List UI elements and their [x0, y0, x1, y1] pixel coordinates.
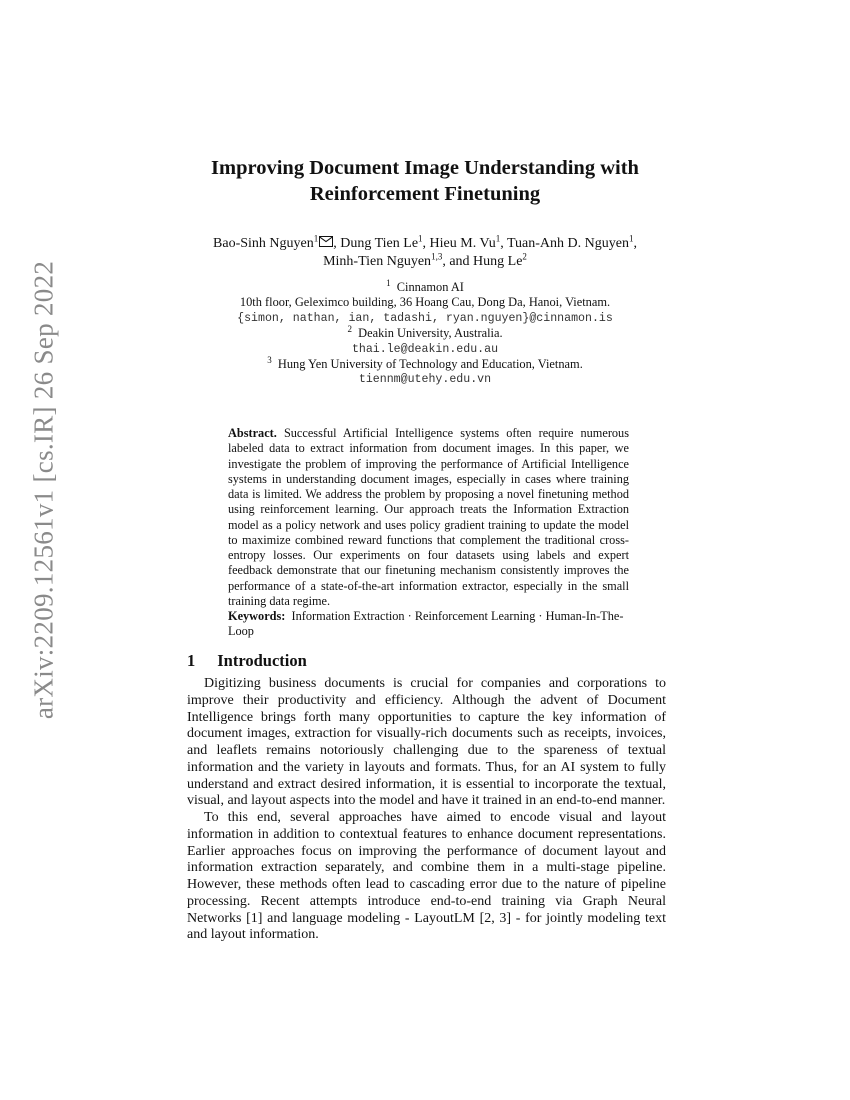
abstract — [228, 426, 629, 609]
abstract-label: Abstract. — [228, 426, 277, 440]
author-name: Minh-Tien Nguyen — [323, 254, 432, 269]
author-list: Bao-Sinh Nguyen$^1$ , Dung Tien Le$^1$, Hieu M. Vu$^1$, Tuan-Anh D. Nguyen$^1$, Minh-Tien Nguyen$^{1,3}$, and Hung Le$^2$ — [213, 233, 637, 269]
paragraph: To this end, several approaches have aimed to encode visual and layout information in addition to contextual features to enhance document representations. Earlier approaches focus on improving the performance of document layout and information extraction separately, and combine them in a multi-stage pipeline. However, these methods often lead to cascading error due to the nature of pipeline processing. Recent attempts introduce end-to-end training via Graph Neural Networks [1] and language modeling - LayoutLM [2, 3] - for jointly modeling text and layout information. — [187, 810, 666, 943]
keywords-text: Information Extraction · Reinforcement Learning · Human-In-The-Loop — [228, 609, 624, 638]
affil-email: thai.le@deakin.edu.au — [351, 342, 499, 356]
arxiv-stamp — [24, 260, 64, 720]
keywords — [228, 609, 648, 639]
section-body — [187, 676, 666, 944]
section-number: 1 — [187, 651, 196, 670]
author-name: Hung Le — [473, 254, 523, 269]
affil-email: {simon, nathan, ian, tadashi, ryan.nguyen}@cinnamon.is — [237, 311, 613, 325]
affil-name: Deakin University, Australia. — [358, 326, 503, 341]
author-name: Tuan-Anh D. Nguyen — [506, 236, 629, 251]
paper-title — [180, 155, 670, 207]
affil-mark: 1 — [418, 233, 423, 244]
affil-name: Hung Yen University of Technology and Education, Vietnam. — [277, 357, 583, 372]
title-line-1: Improving Document Image Understanding with — [211, 157, 639, 179]
title-line-2: Reinforcement Finetuning — [309, 183, 541, 205]
section-heading — [187, 651, 307, 671]
abstract-text: Successful Artificial Intelligence systems often require numerous labeled data to extract information from document images. In this paper, we investigate the problem of improving the performance of Artificial Intelligence systems in understanding document images, especially in cases where training data is limited. We address the problem by proposing a novel finetuning method using reinforcement learning. Our approach treats the Information Extraction model as a policy network and uses policy gradient training to update the model to maximize combined reward functions that complement the traditional cross-entropy losses. Our experiments on four datasets using labels and expert feedback demonstrate that our finetuning mechanism consistently improves the performance of a state-of-the-art information extractor, especially in the small training data regime. — [228, 426, 629, 608]
author-conjunction: and — [449, 254, 470, 269]
affil-mark: 2 — [522, 251, 527, 262]
affil-mark: 1 — [495, 233, 501, 244]
affil-email: tiennm@utehy.edu.vn — [358, 373, 492, 387]
affil-mark: 1,3 — [431, 251, 443, 262]
author-name: Dung Tien Le — [340, 236, 419, 251]
affil-number: 1 — [386, 277, 391, 288]
envelope-icon — [319, 236, 333, 247]
affil-mark: 1 — [313, 233, 319, 244]
affil-mark: 1 — [628, 233, 634, 244]
affil-number: 3 — [267, 354, 272, 365]
affil-name: Cinnamon AI — [396, 280, 464, 294]
paragraph: Digitizing business documents is crucial for companies and corporations to improve their productivity and efficiency. Although the advent of Document Intelligence brings forth many opportunities to capture the key information of document images, extraction for visually-rich documents such as receipts, invoices, and leaflets remains notoriously challenging due to the spareness of textual information and the variety in layouts and formats. Thus, for an AI system to fully understand and extract desired information, it is essential to incorporate the textual, visual, and layout aspects into the model and have it trained in an end-to-end manner. — [187, 676, 666, 809]
affil-number: 2 — [347, 324, 352, 335]
keywords-label: Keywords: — [228, 609, 286, 623]
author-name: Bao-Sinh Nguyen — [213, 236, 314, 251]
affiliations — [180, 277, 670, 388]
arxiv-stamp-text: arXiv:2209.12561v1 [cs.IR] 26 Sep 2022 — [28, 260, 59, 720]
section-title: Introduction — [217, 651, 307, 670]
author-name: Hieu M. Vu — [429, 236, 496, 251]
affil-address: 10th floor, Geleximco building, 36 Hoang Cau, Dong Da, Hanoi, Vietnam. — [239, 295, 611, 310]
